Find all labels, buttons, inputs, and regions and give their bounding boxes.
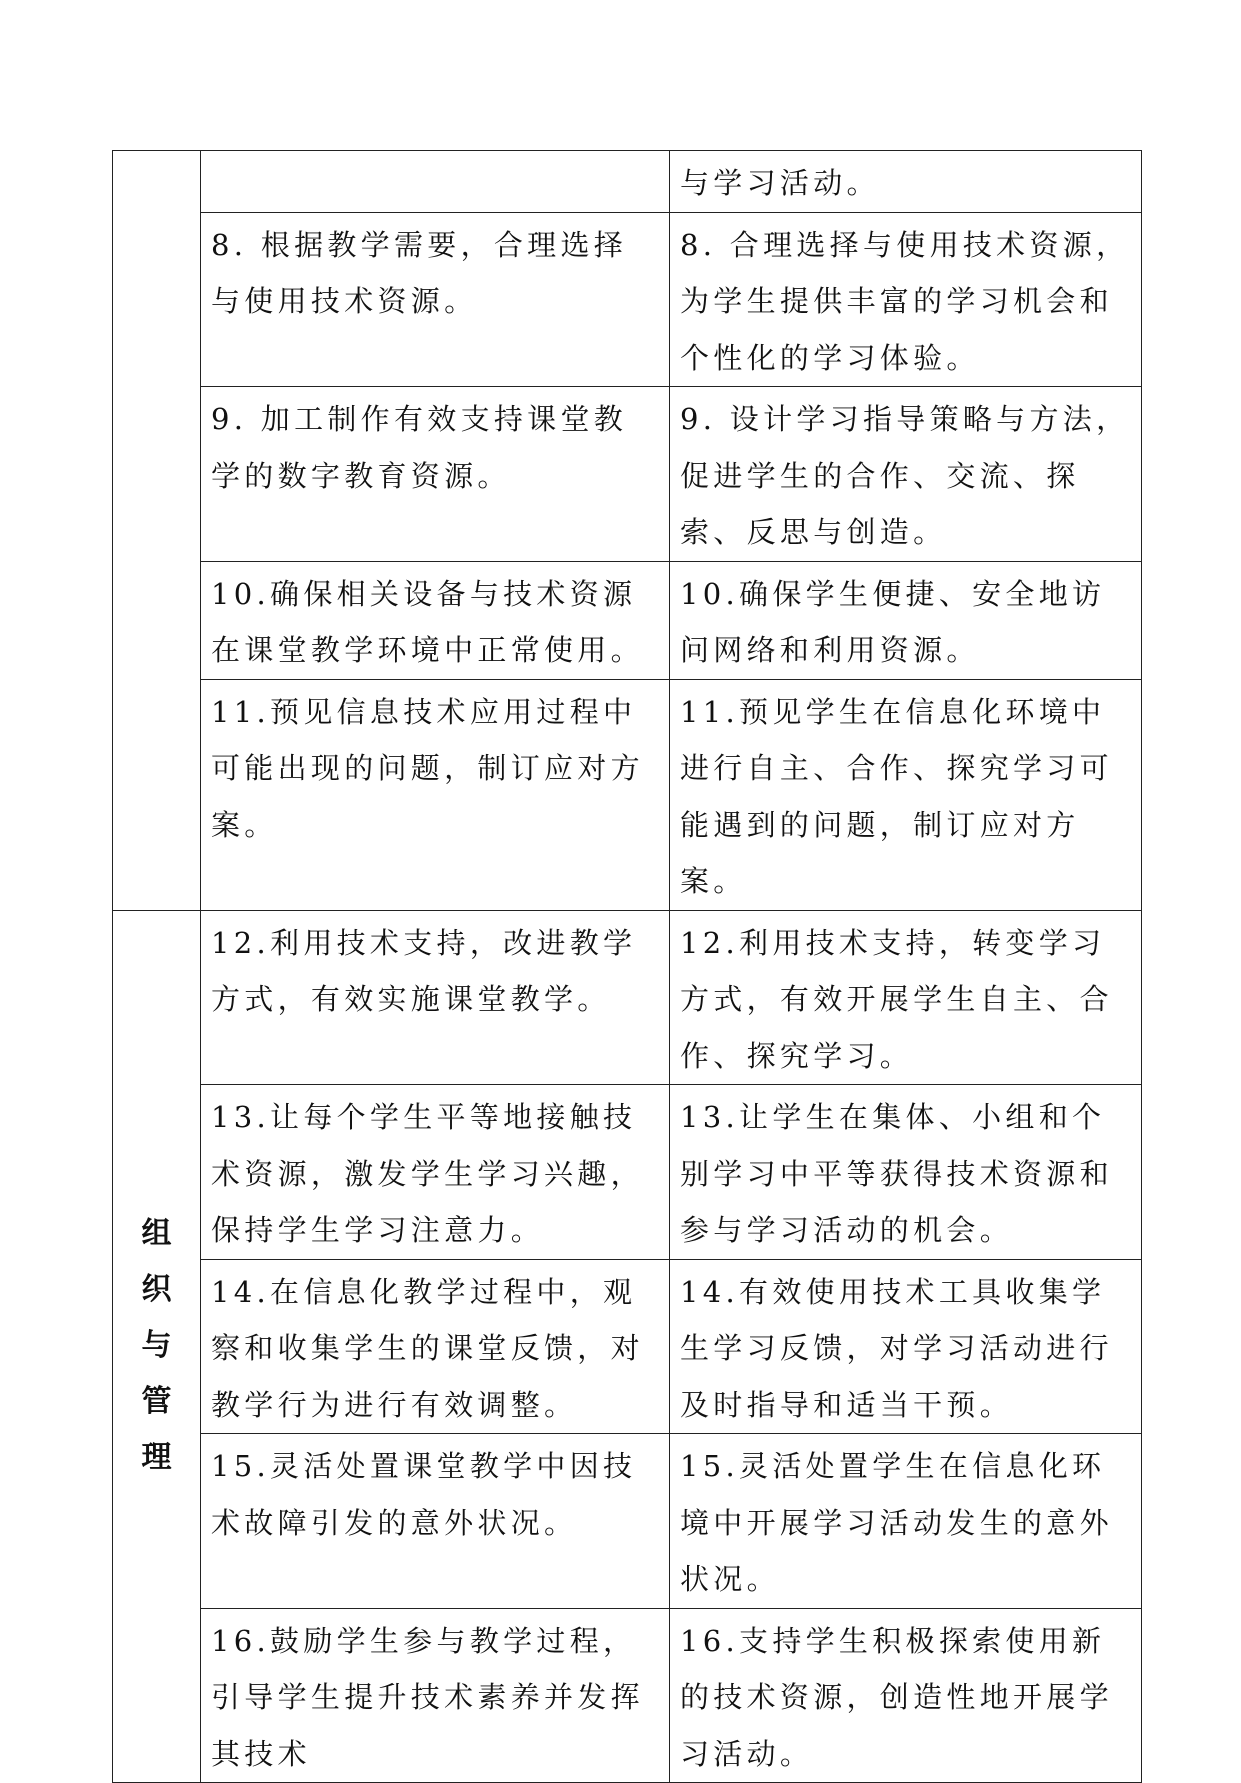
table-row — [113, 1434, 1142, 1609]
student-cell: 16.支持学生积极探索使用新的技术资源，创造性地开展学习活动。 — [670, 1608, 1142, 1783]
teacher-cell: 14.在信息化教学过程中，观察和收集学生的课堂反馈，对教学行为进行有效调整。 — [201, 1259, 670, 1434]
teacher-cell: 12.利用技术支持，改进教学方式，有效实施课堂教学。 — [201, 910, 670, 1085]
standards-table — [112, 150, 1142, 1783]
student-cell: 9. 设计学习指导策略与方法，促进学生的合作、交流、探索、反思与创造。 — [670, 387, 1142, 562]
teacher-cell — [201, 151, 670, 213]
student-cell: 15.灵活处置学生在信息化环境中开展学习活动发生的意外状况。 — [670, 1434, 1142, 1609]
category-char: 组 — [141, 1216, 172, 1252]
teacher-cell: 15.灵活处置课堂教学中因技术故障引发的意外状况。 — [201, 1434, 670, 1609]
table-row — [113, 151, 1142, 213]
teacher-cell: 13.让每个学生平等地接触技术资源，激发学生学习兴趣，保持学生学习注意力。 — [201, 1085, 670, 1260]
category-char: 理 — [141, 1440, 172, 1476]
teacher-cell: 10.确保相关设备与技术资源在课堂教学环境中正常使用。 — [201, 561, 670, 679]
teacher-cell: 11.预见信息技术应用过程中可能出现的问题，制订应对方案。 — [201, 679, 670, 910]
student-cell: 13.让学生在集体、小组和个别学习中平等获得技术资源和参与学习活动的机会。 — [670, 1085, 1142, 1260]
student-cell: 14.有效使用技术工具收集学生学习反馈，对学习活动进行及时指导和适当干预。 — [670, 1259, 1142, 1434]
student-cell: 8. 合理选择与使用技术资源，为学生提供丰富的学习机会和个性化的学习体验。 — [670, 212, 1142, 387]
table-row — [113, 910, 1142, 1085]
table-row — [113, 212, 1142, 387]
table-row — [113, 1608, 1142, 1783]
student-cell: 与学习活动。 — [670, 151, 1142, 213]
student-cell: 11.预见学生在信息化环境中进行自主、合作、探究学习可能遇到的问题，制订应对方案。 — [670, 679, 1142, 910]
teacher-cell: 8. 根据教学需要，合理选择与使用技术资源。 — [201, 212, 670, 387]
category-cell-empty — [113, 151, 201, 911]
category-char: 与 — [141, 1328, 172, 1364]
category-char: 管 — [141, 1384, 172, 1420]
table-row — [113, 679, 1142, 910]
table-row — [113, 1259, 1142, 1434]
table-row — [113, 561, 1142, 679]
category-char: 织 — [141, 1272, 172, 1308]
category-cell-organization-management — [113, 910, 201, 1783]
student-cell: 10.确保学生便捷、安全地访问网络和利用资源。 — [670, 561, 1142, 679]
teacher-cell: 9. 加工制作有效支持课堂教学的数字教育资源。 — [201, 387, 670, 562]
student-cell: 12.利用技术支持，转变学习方式，有效开展学生自主、合作、探究学习。 — [670, 910, 1142, 1085]
teacher-cell: 16.鼓励学生参与教学过程，引导学生提升技术素养并发挥其技术 — [201, 1608, 670, 1783]
table-row — [113, 387, 1142, 562]
table-row — [113, 1085, 1142, 1260]
